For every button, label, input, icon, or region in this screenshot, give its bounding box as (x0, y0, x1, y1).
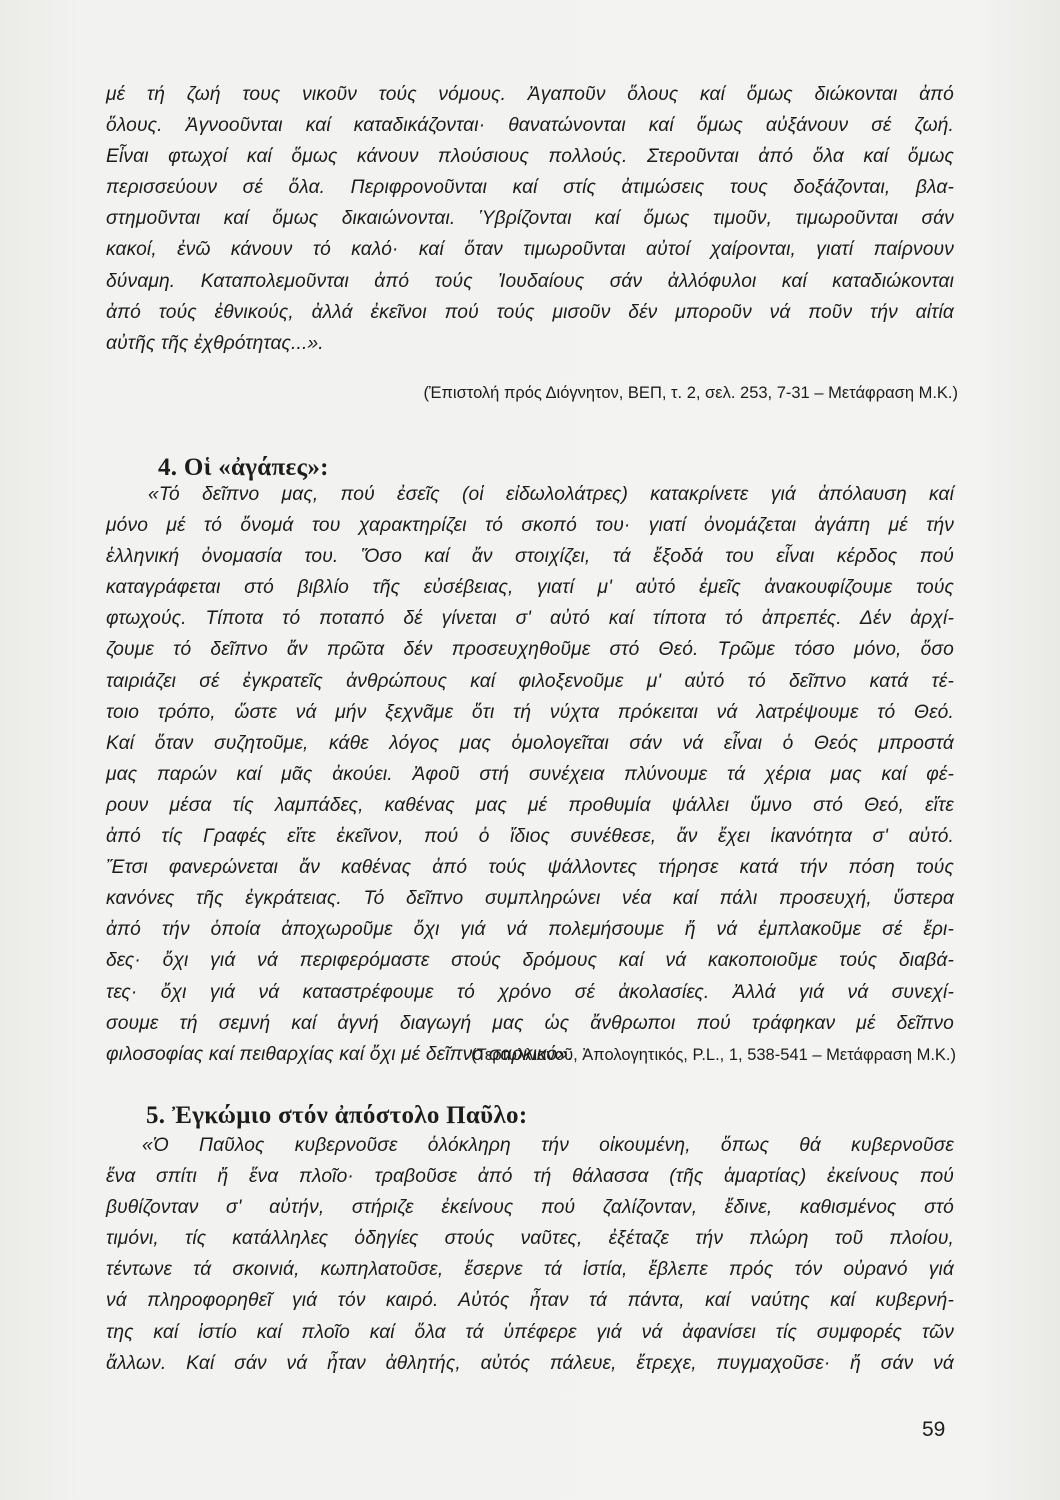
section-4-line: ζουμε τό δεῖπνο ἄν πρῶτα δέν προσευχηθοῦμε στό Θεό. Τρῶμε τόσο μόνο, ὅσο (106, 639, 954, 661)
intro-line: μέ τή ζωή τους νικοῦν τούς νόμους. Ἀγαποῦν ὅλους καί ὅμως διώκονται ἀπό (106, 84, 954, 105)
section-5-line: βυθίζονταν σ' αὐτήν, στήριζε ἐκείνους πού ζαλίζονταν, ἔδινε, καθισμένος στό (106, 1197, 954, 1219)
section-4-line: τοιο τρόπο, ὥστε νά μήν ξεχνᾶμε ὅτι τή νύχτα πρόκειται νά λατρέψουμε τό Θεό. (106, 701, 954, 723)
intro-line: κακοί, ἐνῶ κάνουν τό καλό· καί ὅταν τιμωροῦνται αὐτοί χαίρονται, γιατί παίρνουν (106, 239, 954, 261)
section-4-line: Ἔτσι φανερώνεται ἄν καθένας ἀπό τούς ψάλλοντες τήρησε κατά τήν πόση τούς (106, 857, 954, 879)
section-4-line: καταγράφεται στό βιβλίο τῆς εὐσέβειας, γιατί μ' αὐτό ἐμεῖς ἀνακουφίζουμε τούς (106, 577, 954, 599)
section-5-heading: 5. Ἐγκώμιο στόν ἀπόστολο Παῦλο: (146, 1102, 528, 1129)
intro-line: δύναμη. Καταπολεμοῦνται ἀπό τούς Ἰουδαίους σάν ἀλλόφυλοι καί καταδιώκονται (106, 270, 954, 292)
section-5-line: «Ὁ Παῦλος κυβερνοῦσε ὁλόκληρη τήν οἰκουμένη, ὅπως θά κυβερνοῦσε (142, 1135, 954, 1156)
intro-source-citation: (Ἐπιστολή πρός Διόγνητον, ΒΕΠ, τ. 2, σελ. 253, 7-31 – Μετάφραση Μ.Κ.) (423, 384, 958, 402)
section-5-paragraph (106, 1130, 954, 1379)
intro-line: ὅλους. Ἀγνοοῦνται καί καταδικάζονται· θανατώνονται καί ὅμως αὐξάνουν σέ ζωή. (106, 115, 954, 137)
section-5-line: τέντωνε τά σκοινιά, κωπηλατοῦσε, ἔσερνε τά ἱστία, ἔβλεπε πρός τόν οὐρανό γιά (106, 1259, 954, 1281)
section-4-source-citation: (Τερτυλλιανοῦ, Ἀπολογητικός, P.L., 1, 538-541 – Μετάφραση Μ.Κ.) (471, 1046, 956, 1064)
section-5-line: τιμόνι, τίς κατάλληλες ὁδηγίες στούς ναῦτες, ἐξέταζε τήν πλώρη τοῦ πλοίου, (106, 1228, 954, 1250)
section-4-line: μόνο μέ τό ὄνομά του χαρακτηρίζει τό σκοπό του· γιατί ὀνομάζεται ἀγάπη μέ τήν (106, 515, 954, 537)
section-4-line: τες· ὄχι γιά νά καταστρέφουμε τό χρόνο σέ ἀκολασίες. Ἀλλά γιά νά συνεχί- (106, 981, 954, 1003)
intro-line: Εἶναι φτωχοί καί ὅμως κάνουν πλούσιους πολλούς. Στεροῦνται ἀπό ὅλα καί ὅμως (106, 146, 954, 168)
section-4-line: ἀπό τίς Γραφές εἴτε ἐκεῖνον, πού ὁ ἴδιος συνέθεσε, ἄν ἔχει ἱκανότητα σ' αὐτό. (106, 826, 954, 848)
section-4-line: ἀπό τήν ὁποία ἀποχωροῦμε ὄχι γιά νά πολεμήσουμε ἤ νά ἐμπλακοῦμε σέ ἔρι- (106, 919, 954, 941)
section-4-line: ταιριάζει σέ ἐγκρατεῖς ἀνθρώπους καί φιλοξενοῦμε μ' αὐτό τό δεῖπνο κατά τέ- (106, 670, 954, 692)
intro-line: περισσεύουν σέ ὅλα. Περιφρονοῦνται καί στίς ἀτιμώσεις τους δοξάζονται, βλα- (106, 177, 954, 199)
section-4-paragraph (106, 479, 954, 1070)
intro-line: στημοῦνται καί ὅμως δικαιώνονται. Ὑβρίζονται καί ὅμως τιμοῦν, τιμωροῦνται σάν (106, 208, 954, 230)
page-number: 59 (922, 1418, 946, 1441)
section-4-line: Καί ὅταν συζητοῦμε, κάθε λόγος μας ὁμολογεῖται σάν νά εἶναι ὁ Θεός μπροστά (106, 732, 954, 754)
section-4-line: φτωχούς. Τίποτα τό ποταπό δέ γίνεται σ' αὐτό καί τίποτα τό ἀπρεπές. Δέν ἀρχί- (106, 608, 954, 630)
section-5-line: ἄλλων. Καί σάν νά ἦταν ἀθλητής, αὐτός πάλευε, ἔτρεχε, πυγμαχοῦσε· ἤ σάν νά (106, 1352, 954, 1374)
section-4-line: ρουν μέσα τίς λαμπάδες, καθένας μας μέ προθυμία ψάλλει ὕμνο στό Θεό, εἴτε (106, 794, 954, 816)
section-4-line: σουμε τή σεμνή καί ἁγνή διαγωγή μας ὡς ἄνθρωποι πού τράφηκαν μέ δεῖπνο (106, 1012, 954, 1034)
intro-line: ἀπό τούς ἐθνικούς, ἀλλά ἐκεῖνοι πού τούς μισοῦν δέν μποροῦν νά ποῦν τήν αἰτία (106, 301, 954, 323)
section-4-line: κανόνες τῆς ἐγκράτειας. Τό δεῖπνο συμπληρώνει νέα καί πάλι προσευχή, ὕστερα (106, 888, 954, 910)
section-4-line: δες· ὄχι γιά νά περιφερόμαστε στούς δρόμους καί νά κακοποιοῦμε τούς διαβά- (106, 950, 954, 972)
section-4-line: μας παρών καί μᾶς ἀκούει. Ἀφοῦ στή συνέχεια πλύνουμε τά χέρια μας καί φέ- (106, 763, 954, 785)
section-5-line: νά πληροφορηθεῖ γιά τόν καιρό. Αὐτός ἦταν τά πάντα, καί ναύτης καί κυβερνή- (106, 1290, 954, 1312)
section-5-line: ἕνα σπίτι ἤ ἕνα πλοῖο· τραβοῦσε ἀπό τή θάλασσα (τῆς ἁμαρτίας) ἐκείνους πού (106, 1166, 954, 1188)
section-4-line: φιλοσοφίας καί πειθαρχίας καί ὄχι μέ δεῖπνο σαρκικό». (106, 1043, 574, 1065)
section-4-heading: 4. Οἱ «ἀγάπες»: (158, 454, 329, 481)
section-4-line: «Τό δεῖπνο μας, πού ἐσεῖς (οἱ εἰδωλολάτρες) κατακρίνετε γιά ἀπόλαυση καί (148, 484, 954, 505)
intro-paragraph (106, 79, 954, 359)
intro-line: αὐτῆς τῆς ἐχθρότητας...». (106, 332, 324, 354)
section-4-line: ἑλληνική ὀνομασία του. Ὅσο καί ἄν στοιχίζει, τά ἔξοδά του εἶναι κέρδος πού (106, 546, 954, 568)
section-5-line: της καί ἱστίο καί πλοῖο καί ὅλα τά ὑπέφερε γιά νά ἀφανίσει τίς συμφορές τῶν (106, 1321, 954, 1343)
